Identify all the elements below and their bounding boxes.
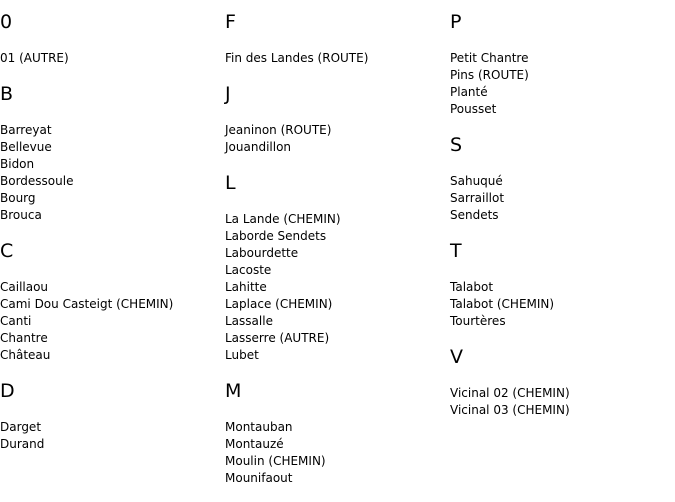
street-link[interactable]: Canti — [0, 314, 32, 328]
letter-heading: F — [225, 11, 236, 33]
letter-heading: T — [450, 240, 462, 262]
street-list — [450, 50, 675, 118]
street-link[interactable]: Caillaou — [0, 280, 49, 294]
letter-group-d — [0, 379, 225, 453]
street-link[interactable]: Sendets — [450, 208, 499, 222]
street-link[interactable]: Sahuqué — [450, 174, 503, 188]
street-link[interactable]: Tourtères — [450, 314, 506, 328]
street-link[interactable]: Vicinal 03 (CHEMIN) — [450, 403, 570, 417]
street-link[interactable]: Montauzé — [225, 437, 284, 451]
street-list — [225, 122, 450, 156]
letter-heading: B — [0, 83, 14, 105]
street-list — [0, 279, 225, 364]
letter-group-0 — [0, 10, 225, 67]
street-link[interactable]: Labourdette — [225, 246, 299, 260]
street-link[interactable]: Mounifaout — [225, 471, 293, 485]
street-list — [225, 211, 450, 364]
street-link[interactable]: Talabot — [450, 280, 494, 294]
index-column-3 — [450, 10, 675, 434]
letter-group-f — [225, 10, 450, 67]
letter-heading: P — [450, 11, 462, 33]
street-link[interactable]: Jeaninon (ROUTE) — [225, 123, 332, 137]
letter-group-j — [225, 82, 450, 156]
letter-group-b — [0, 82, 225, 224]
street-link[interactable]: Lubet — [225, 348, 259, 362]
letter-group-t — [450, 239, 675, 330]
street-link[interactable]: 01 (AUTRE) — [0, 51, 69, 65]
street-link[interactable]: Chantre — [0, 331, 48, 345]
street-link[interactable]: Laplace (CHEMIN) — [225, 297, 333, 311]
street-link[interactable]: Fin des Landes (ROUTE) — [225, 51, 369, 65]
street-link[interactable]: Jouandillon — [225, 140, 292, 154]
street-link[interactable]: Bordessoule — [0, 174, 74, 188]
street-link[interactable]: Moulin (CHEMIN) — [225, 454, 326, 468]
letter-group-p — [450, 10, 675, 118]
street-link[interactable]: Pousset — [450, 102, 497, 116]
street-list — [225, 419, 450, 487]
street-link[interactable]: Brouca — [0, 208, 42, 222]
street-link[interactable]: Laborde Sendets — [225, 229, 327, 243]
letter-heading: 0 — [0, 11, 13, 33]
street-link[interactable]: Pins (ROUTE) — [450, 68, 529, 82]
street-link[interactable]: Durand — [0, 437, 45, 451]
street-link[interactable]: Planté — [450, 85, 488, 99]
street-link[interactable]: Bellevue — [0, 140, 52, 154]
index-column-2 — [225, 10, 450, 502]
letter-heading: L — [225, 172, 236, 194]
letter-group-l — [225, 171, 450, 364]
letter-group-v — [450, 345, 675, 419]
letter-heading: C — [0, 240, 14, 262]
letter-group-m — [225, 379, 450, 487]
street-link[interactable]: Cami Dou Casteigt (CHEMIN) — [0, 297, 174, 311]
letter-heading: V — [450, 346, 463, 368]
letter-heading: J — [225, 83, 231, 105]
street-list — [0, 50, 225, 67]
letter-group-s — [450, 133, 675, 224]
street-link[interactable]: Vicinal 02 (CHEMIN) — [450, 386, 570, 400]
street-link[interactable]: Montauban — [225, 420, 293, 434]
street-link[interactable]: Lassalle — [225, 314, 273, 328]
street-link[interactable]: Bidon — [0, 157, 35, 171]
street-list — [0, 419, 225, 453]
street-link[interactable]: Darget — [0, 420, 42, 434]
street-list — [450, 385, 675, 419]
street-link[interactable]: Lahitte — [225, 280, 267, 294]
street-link[interactable]: Lasserre (AUTRE) — [225, 331, 330, 345]
street-list — [450, 173, 675, 224]
letter-group-c — [0, 239, 225, 364]
street-link[interactable]: Bourg — [0, 191, 36, 205]
street-list — [0, 122, 225, 224]
letter-heading: S — [450, 134, 463, 156]
street-link[interactable]: La Lande (CHEMIN) — [225, 212, 341, 226]
street-list — [225, 50, 450, 67]
street-link[interactable]: Talabot (CHEMIN) — [450, 297, 555, 311]
letter-heading: D — [0, 380, 15, 402]
street-link[interactable]: Château — [0, 348, 51, 362]
index-column-1 — [0, 10, 225, 468]
letter-heading: M — [225, 380, 242, 402]
street-list — [450, 279, 675, 330]
street-link[interactable]: Barreyat — [0, 123, 52, 137]
street-link[interactable]: Petit Chantre — [450, 51, 529, 65]
street-link[interactable]: Sarraillot — [450, 191, 505, 205]
street-link[interactable]: Lacoste — [225, 263, 272, 277]
